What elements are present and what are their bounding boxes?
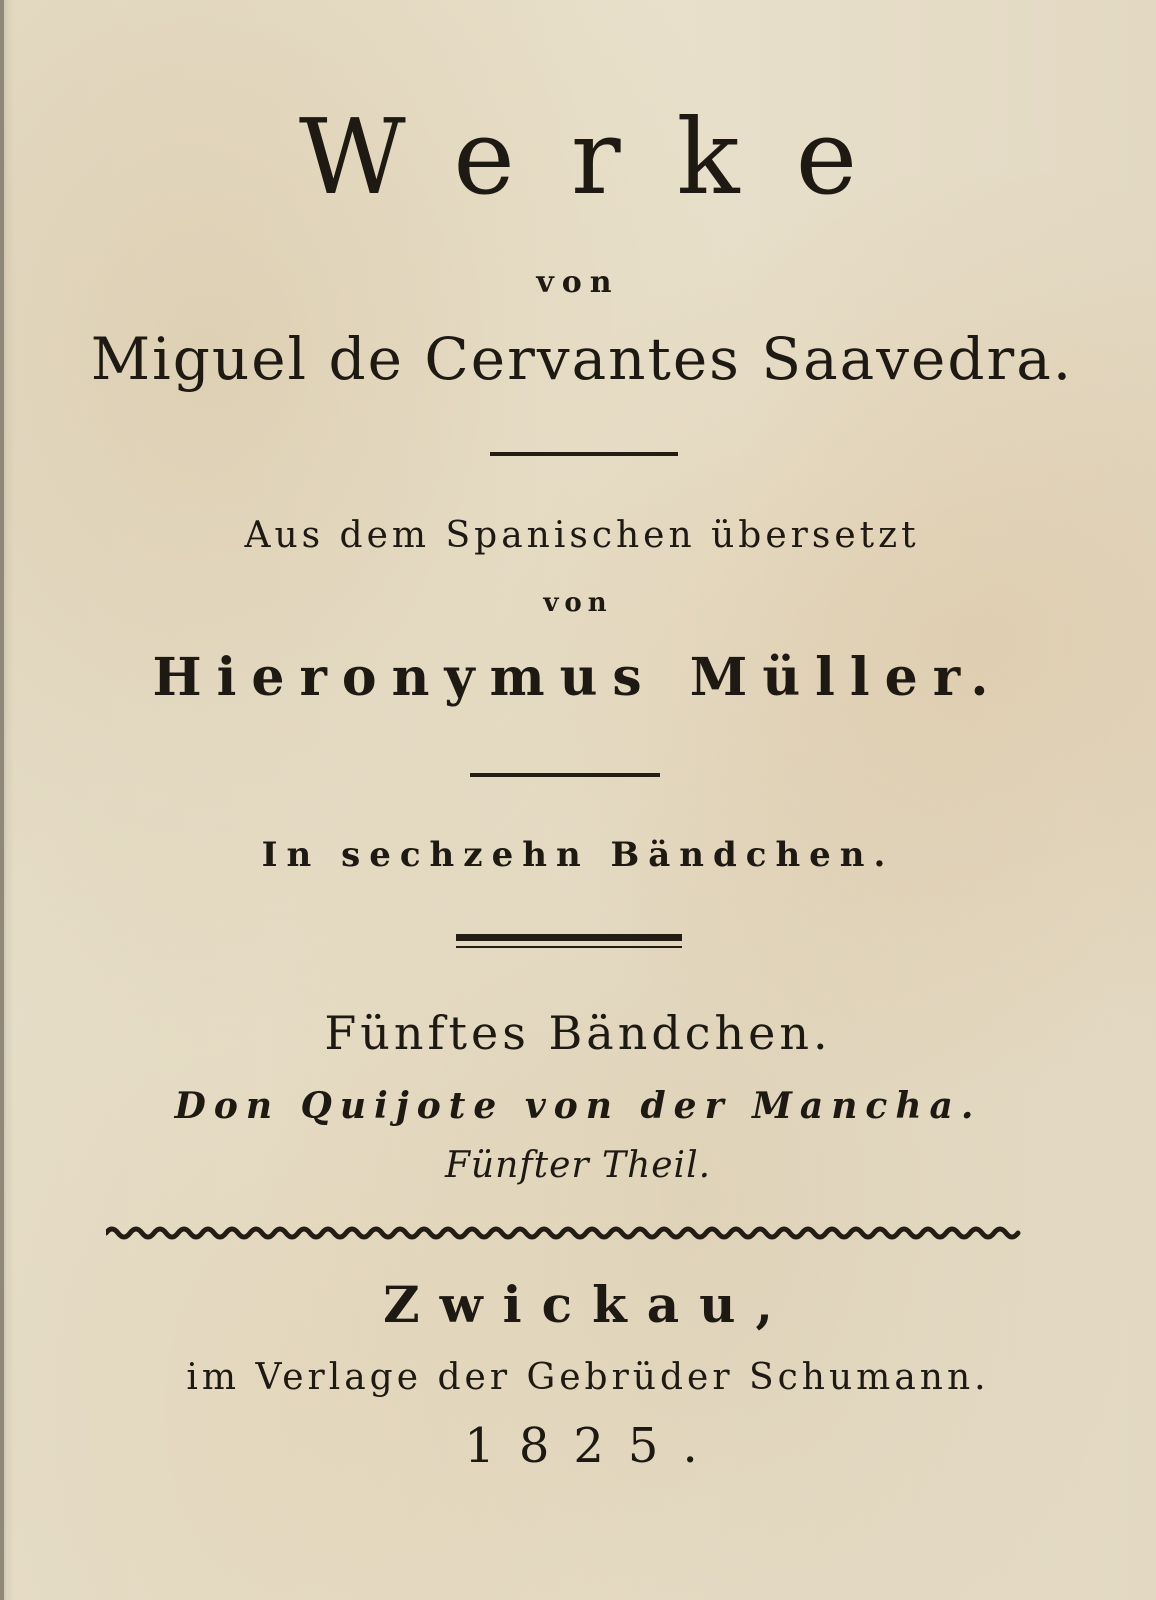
double-rule-thick (456, 934, 682, 941)
ornamental-rule (106, 1223, 1024, 1243)
author-name: Miguel de Cervantes Saavedra. (90, 325, 1074, 393)
publication-year: 1825. (464, 1418, 722, 1474)
volume-count: In sechzehn Bändchen. (261, 835, 895, 875)
double-rule-thin (456, 946, 682, 948)
volume-number: Fünftes Bändchen. (324, 1006, 832, 1060)
by-line: von (536, 265, 620, 300)
divider-rule (490, 452, 678, 456)
publisher: im Verlage der Gebrüder Schumann. (186, 1357, 990, 1398)
translator-name: Hieronymus Müller. (152, 647, 1004, 708)
work-title: Don Quijote von der Mancha. (174, 1085, 982, 1127)
divider-rule (470, 773, 660, 777)
part-number: Fünfter Theil. (444, 1145, 712, 1186)
book-title: Werke (298, 96, 914, 218)
translator-by-line: von (543, 588, 613, 618)
place-of-publication: Zwickau, (383, 1275, 793, 1334)
translation-note: Aus dem Spanischen übersetzt (244, 515, 920, 556)
